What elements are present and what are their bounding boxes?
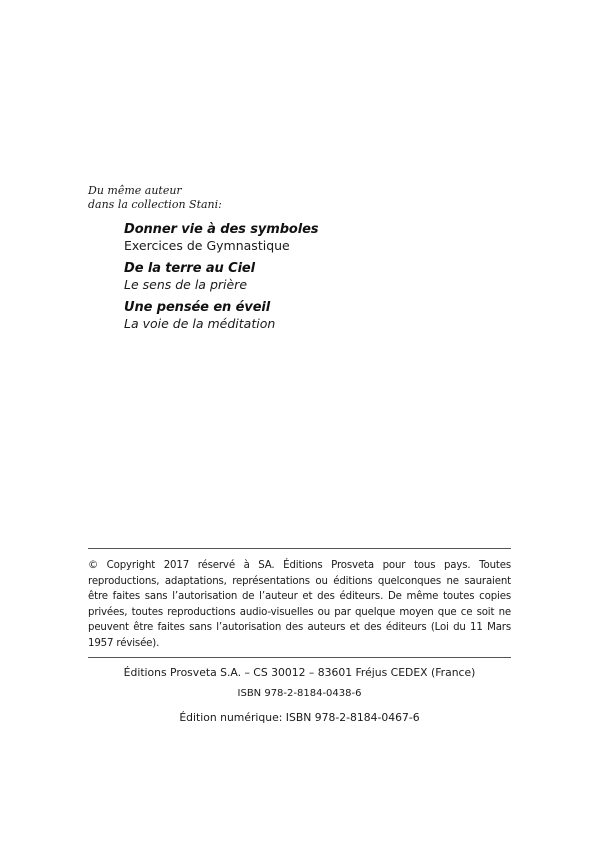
book-subtitle: Exercices de Gymnastique [124,238,290,253]
book-subtitle: Le sens de la prière [124,277,248,292]
book-subtitle: La voie de la méditation [124,316,276,331]
also-by-heading [88,184,222,212]
also-by-line-1: Du même auteur [88,184,182,197]
book-title: De la terre au Ciel [124,261,256,276]
book-entry [124,261,318,293]
book-entry [124,300,318,332]
book-title: Une pensée en éveil [124,300,271,315]
also-by-line-2: dans la collection Stani: [88,198,222,211]
book-entry [124,222,318,254]
publisher-address: Éditions Prosveta S.A. – CS 30012 – 83601 Fréjus CEDEX (France) [123,666,476,679]
isbn-print: ISBN 978-2-8184-0438-6 [237,688,362,699]
book-title: Donner vie à des symboles [124,222,319,237]
book-list [124,222,318,339]
bottom-divider [88,657,511,658]
top-divider [88,548,511,549]
copyright-notice: © Copyright 2017 réservé à SA. Éditions Prosveta pour tous pays. Toutes reproductions, adaptations, représentations ou éditions quelconques ne sauraient être faites sans l’autorisation de l’auteur et des éditeurs. De même toutes copies privées, toutes reproductions audio-visuelles ou par quelque moyen que ce soit ne peuvent être faites sans l’autorisation des auteurs et des éditeurs (Loi du 11 Mars 1957 révisée). [88,560,511,649]
isbn-digital: Édition numérique: ISBN 978-2-8184-0467-6 [179,711,420,724]
